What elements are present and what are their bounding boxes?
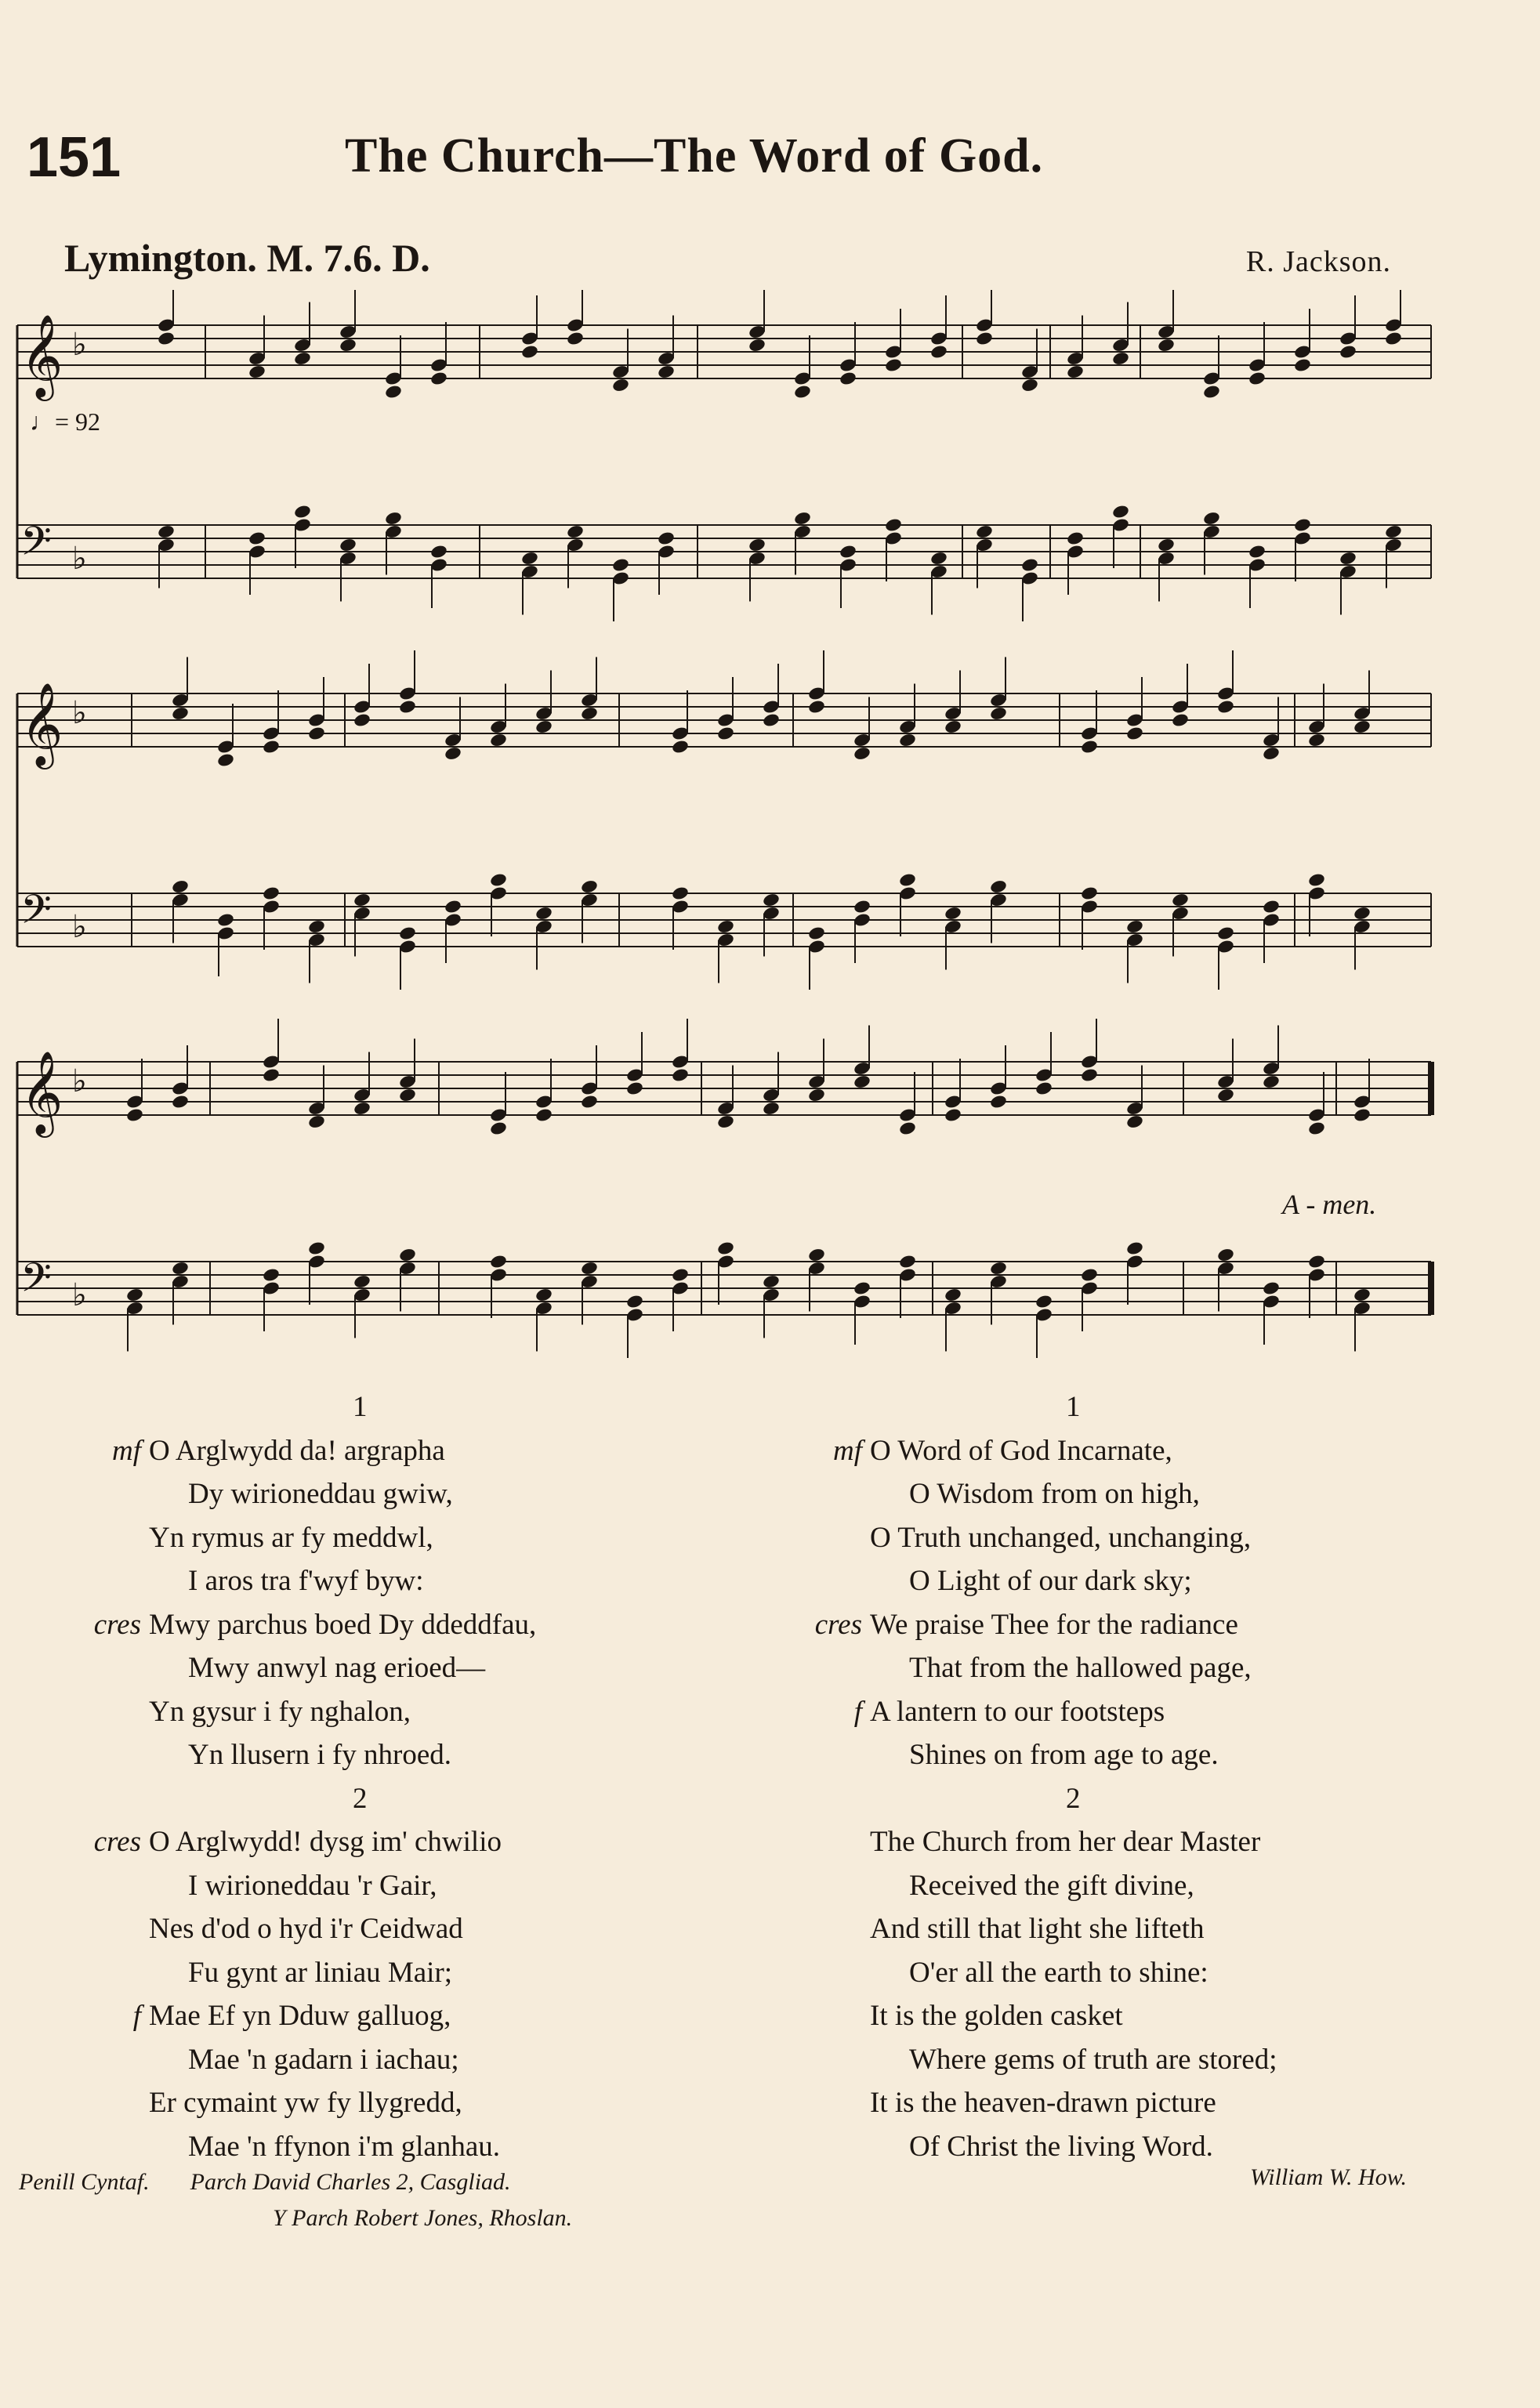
lyric-text: The Church from her dear Master xyxy=(870,1826,1261,1858)
note-head xyxy=(1080,739,1099,755)
verse-line xyxy=(16,1733,745,1777)
note-head xyxy=(1216,699,1235,715)
lyric-text: Er cymaint yw fy llygredd, xyxy=(149,2087,462,2119)
verse-number: 2 xyxy=(353,1782,368,1815)
music-score xyxy=(0,290,1540,1387)
note-head xyxy=(1216,925,1235,941)
note-head xyxy=(171,1094,190,1110)
lyric-text: A lantern to our footsteps xyxy=(870,1695,1165,1728)
dynamic-mark: cres xyxy=(814,1608,862,1641)
note-head xyxy=(898,872,917,888)
note-head xyxy=(398,925,417,941)
note-head xyxy=(671,1267,690,1283)
note-head xyxy=(793,384,812,400)
note-head xyxy=(1293,517,1312,533)
note-head xyxy=(520,551,539,567)
lyric-text: Yn llusern i fy nhroed. xyxy=(188,1739,452,1771)
note-head xyxy=(339,538,357,553)
dynamic-mark: mf xyxy=(833,1434,862,1467)
note-head xyxy=(898,1121,917,1136)
verse-line xyxy=(784,1516,1489,1560)
note-head xyxy=(1171,893,1190,908)
dynamic-mark: f xyxy=(132,2000,141,2032)
note-head xyxy=(444,746,462,762)
lyric-text: Fu gynt ar liniau Mair; xyxy=(188,1956,453,1989)
treble-clef-icon: 𝄞 xyxy=(20,1050,63,1134)
tempo-marking: ♩= 92 xyxy=(30,407,101,436)
note-head xyxy=(898,1254,917,1269)
note-head xyxy=(762,712,781,728)
verse-line xyxy=(16,2125,745,2169)
note-head xyxy=(1202,511,1221,527)
verse-line xyxy=(16,1820,745,1864)
credit-editor: Y Parch Robert Jones, Rhoslan. xyxy=(273,2205,573,2231)
note-head xyxy=(1157,538,1176,553)
note-head xyxy=(1202,384,1221,400)
lyric-text: It is the heaven-drawn picture xyxy=(870,2087,1216,2119)
lyric-text: I wirioneddau 'r Gair, xyxy=(188,1869,437,1902)
note-head xyxy=(839,544,857,559)
treble-clef-icon: 𝄞 xyxy=(20,313,63,397)
verse-line xyxy=(16,1429,745,1473)
verse-line xyxy=(784,1907,1489,1951)
amen-lyric: A - men. xyxy=(1282,1189,1377,1220)
note-head xyxy=(429,544,448,559)
note-head xyxy=(989,1261,1008,1276)
verse-line xyxy=(16,1646,745,1690)
lyric-text: O Wisdom from on high, xyxy=(909,1478,1200,1510)
note-head xyxy=(716,919,735,935)
lyric-text: O Truth unchanged, unchanging, xyxy=(870,1521,1252,1554)
bass-clef-icon: 𝄢 xyxy=(20,1254,52,1311)
note-head xyxy=(929,344,948,360)
note-head xyxy=(762,1101,781,1117)
verse-line xyxy=(784,2081,1489,2125)
flat-key-signature-icon: ♭ xyxy=(72,1277,87,1313)
note-head xyxy=(307,919,326,935)
note-head xyxy=(793,511,812,527)
note-head xyxy=(262,1067,281,1083)
lyric-text: I aros tra f'wyf byw: xyxy=(188,1565,424,1597)
note-head xyxy=(125,1287,144,1303)
note-head xyxy=(807,1088,826,1103)
treble-clef-icon: 𝄞 xyxy=(20,682,63,766)
note-head xyxy=(853,899,871,914)
note-head xyxy=(1339,344,1357,360)
note-head xyxy=(1171,712,1190,728)
note-head xyxy=(262,885,281,901)
note-head xyxy=(1066,530,1085,546)
note-head xyxy=(384,384,403,400)
note-head xyxy=(989,879,1008,895)
verse-line xyxy=(784,2125,1489,2169)
tune-name: Lymington. M. 7.6. D. xyxy=(64,236,430,280)
verse-line xyxy=(784,1646,1489,1690)
english-credit: William W. How. xyxy=(1249,2164,1407,2190)
lyric-text: Mae Ef yn Dduw galluog, xyxy=(149,2000,451,2032)
note-head xyxy=(853,1280,871,1296)
verse-line xyxy=(16,1516,745,1560)
note-head xyxy=(1384,524,1403,540)
note-head xyxy=(1020,557,1039,573)
note-head xyxy=(1157,338,1176,353)
note-head xyxy=(429,371,448,386)
note-head xyxy=(307,1240,326,1256)
verse-line xyxy=(16,1864,745,1908)
verse-line xyxy=(784,1951,1489,1995)
verse-number: 1 xyxy=(353,1391,368,1423)
note-head xyxy=(293,351,312,367)
note-head xyxy=(157,331,176,346)
note-head xyxy=(489,1254,508,1269)
note-head xyxy=(339,338,357,353)
note-head xyxy=(157,524,176,540)
note-head xyxy=(580,879,599,895)
note-head xyxy=(1339,551,1357,567)
verse-line xyxy=(784,1690,1489,1734)
note-head xyxy=(1307,1254,1326,1269)
note-head xyxy=(1111,504,1130,520)
lyric-text: Received the gift divine, xyxy=(909,1869,1194,1902)
note-head xyxy=(248,530,266,546)
lyric-text: O Arglwydd! dysg im' chwilio xyxy=(149,1826,502,1858)
verse-line xyxy=(16,1472,745,1516)
verse-line xyxy=(16,1907,745,1951)
note-head xyxy=(1125,1240,1144,1256)
dynamic-mark: mf xyxy=(112,1434,141,1467)
note-head xyxy=(248,364,266,380)
note-head xyxy=(944,719,962,735)
note-head xyxy=(671,1067,690,1083)
note-head xyxy=(716,1240,735,1256)
note-head xyxy=(125,1107,144,1123)
note-head xyxy=(1125,726,1144,741)
note-head xyxy=(566,524,585,540)
note-head xyxy=(1353,1107,1372,1123)
note-head xyxy=(625,1081,644,1096)
hymn-title: The Church—The Word of God. xyxy=(345,129,1044,183)
note-head xyxy=(1293,357,1312,373)
flat-key-signature-icon: ♭ xyxy=(72,909,87,945)
english-verses xyxy=(784,1385,1489,2168)
note-head xyxy=(1216,1247,1235,1263)
note-head xyxy=(716,726,735,741)
lyric-text: Yn rymus ar fy meddwl, xyxy=(149,1521,433,1554)
verse-number: 2 xyxy=(1066,1782,1081,1815)
note-head xyxy=(1080,1067,1099,1083)
note-head xyxy=(1262,1074,1281,1090)
note-head xyxy=(716,1114,735,1130)
note-head xyxy=(1035,1294,1053,1309)
note-head xyxy=(1066,364,1085,380)
note-head xyxy=(1125,1114,1144,1130)
composer: R. Jackson. xyxy=(1245,245,1391,278)
note-head xyxy=(671,739,690,755)
flat-key-signature-icon: ♭ xyxy=(72,327,87,363)
verse-number: 1 xyxy=(1066,1391,1081,1423)
note-head xyxy=(929,551,948,567)
dynamic-mark: f xyxy=(853,1695,862,1728)
note-head xyxy=(293,504,312,520)
credit-source: Penill Cyntaf. xyxy=(19,2169,150,2195)
verse-line xyxy=(784,1733,1489,1777)
lyric-text: Where gems of truth are stored; xyxy=(909,2043,1277,2076)
note-head xyxy=(1080,1267,1099,1283)
note-head xyxy=(580,1094,599,1110)
verse-line xyxy=(784,1472,1489,1516)
note-head xyxy=(580,1261,599,1276)
note-head xyxy=(748,538,766,553)
note-head xyxy=(611,557,630,573)
note-head xyxy=(489,733,508,748)
note-head xyxy=(1262,1280,1281,1296)
note-head xyxy=(989,706,1008,722)
note-head xyxy=(611,378,630,393)
lyric-text: Dy wirioneddau gwiw, xyxy=(188,1478,453,1510)
welsh-verses xyxy=(16,1385,745,2168)
lyric-text: Mwy parchus boed Dy ddeddfau, xyxy=(149,1608,537,1641)
verse-line xyxy=(784,1820,1489,1864)
note-head xyxy=(1216,1088,1235,1103)
note-head xyxy=(1307,1121,1326,1136)
verse-line xyxy=(784,1603,1489,1647)
bass-clef-icon: 𝄢 xyxy=(20,517,52,574)
note-head xyxy=(398,1247,417,1263)
verse-line xyxy=(16,2038,745,2082)
note-head xyxy=(1111,351,1130,367)
dynamic-mark: cres xyxy=(93,1608,141,1641)
note-head xyxy=(534,1287,553,1303)
note-head xyxy=(989,1094,1008,1110)
note-head xyxy=(171,706,190,722)
note-head xyxy=(1307,872,1326,888)
verse-line xyxy=(784,1994,1489,2038)
note-head xyxy=(762,893,781,908)
note-head xyxy=(1035,1081,1053,1096)
note-head xyxy=(839,371,857,386)
note-head xyxy=(1353,1287,1372,1303)
lyric-text: We praise Thee for the radiance xyxy=(870,1608,1238,1641)
lyric-text: O Arglwydd da! argrapha xyxy=(149,1434,445,1467)
lyric-text: O Word of God Incarnate, xyxy=(870,1434,1172,1467)
lyric-text: Mae 'n gadarn i iachau; xyxy=(188,2043,459,2076)
note-head xyxy=(975,331,994,346)
note-head xyxy=(762,1274,781,1290)
note-head xyxy=(748,338,766,353)
verse-line xyxy=(16,2081,745,2125)
flat-key-signature-icon: ♭ xyxy=(72,541,87,577)
note-head xyxy=(171,879,190,895)
verse-line xyxy=(784,2038,1489,2082)
note-head xyxy=(853,746,871,762)
note-head xyxy=(1353,906,1372,922)
note-head xyxy=(807,699,826,715)
note-head xyxy=(171,1261,190,1276)
note-head xyxy=(353,893,371,908)
note-head xyxy=(1384,331,1403,346)
note-head xyxy=(398,1088,417,1103)
note-head xyxy=(884,517,903,533)
note-head xyxy=(853,1074,871,1090)
note-head xyxy=(353,1101,371,1117)
note-head xyxy=(884,357,903,373)
note-head xyxy=(444,899,462,914)
note-head xyxy=(534,719,553,735)
note-head xyxy=(1262,899,1281,914)
note-head xyxy=(307,1114,326,1130)
note-head xyxy=(489,872,508,888)
lyric-text: Of Christ the living Word. xyxy=(909,2130,1213,2163)
note-head xyxy=(1262,746,1281,762)
note-head xyxy=(657,530,676,546)
note-head xyxy=(944,1107,962,1123)
verse-line xyxy=(16,1559,745,1603)
note-head xyxy=(625,1294,644,1309)
note-head xyxy=(657,364,676,380)
note-head xyxy=(1307,733,1326,748)
note-head xyxy=(398,699,417,715)
note-head xyxy=(353,1274,371,1290)
verse-line xyxy=(784,1559,1489,1603)
note-head xyxy=(216,912,235,928)
note-head xyxy=(1020,378,1039,393)
note-head xyxy=(262,739,281,755)
verse-line xyxy=(16,1690,745,1734)
welsh-credits xyxy=(19,2164,572,2236)
note-head xyxy=(520,344,539,360)
note-head xyxy=(1248,544,1266,559)
verse-line xyxy=(16,1603,745,1647)
lyric-text: That from the hallowed page, xyxy=(909,1652,1252,1684)
note-head xyxy=(489,1121,508,1136)
note-head xyxy=(566,331,585,346)
note-head xyxy=(1125,919,1144,935)
note-head xyxy=(384,511,403,527)
note-head xyxy=(1080,885,1099,901)
flat-key-signature-icon: ♭ xyxy=(72,1063,87,1099)
lyric-text: O Light of our dark sky; xyxy=(909,1565,1192,1597)
lyric-text: Nes d'od o hyd i'r Ceidwad xyxy=(149,1913,463,1945)
note-head xyxy=(807,925,826,941)
credit-author: Parch David Charles 2, Casgliad. xyxy=(190,2169,511,2195)
note-head xyxy=(353,712,371,728)
note-head xyxy=(216,752,235,768)
note-head xyxy=(307,726,326,741)
lyric-text: O'er all the earth to shine: xyxy=(909,1956,1208,1989)
lyric-text: And still that light she lifteth xyxy=(870,1913,1205,1945)
note-head xyxy=(944,1287,962,1303)
hymn-number: 151 xyxy=(27,126,121,189)
lyric-text: It is the golden casket xyxy=(870,2000,1123,2032)
note-head xyxy=(898,733,917,748)
dynamic-mark: cres xyxy=(93,1826,141,1858)
lyric-text: Mwy anwyl nag erioed— xyxy=(188,1652,486,1684)
note-head xyxy=(1353,719,1372,735)
note-head xyxy=(534,906,553,922)
note-head xyxy=(975,524,994,540)
lyric-text: Mae 'n ffynon i'm glanhau. xyxy=(188,2130,500,2163)
note-head xyxy=(671,885,690,901)
verse-line xyxy=(784,1864,1489,1908)
bass-clef-icon: 𝄢 xyxy=(20,885,52,943)
flat-key-signature-icon: ♭ xyxy=(72,695,87,731)
note-head xyxy=(534,1107,553,1123)
verse-line xyxy=(16,1951,745,1995)
note-head xyxy=(262,1267,281,1283)
note-head xyxy=(807,1247,826,1263)
lyric-text: Shines on from age to age. xyxy=(909,1739,1219,1771)
note-head xyxy=(944,906,962,922)
verse-line xyxy=(16,1994,745,2038)
lyric-text: Yn gysur i fy nghalon, xyxy=(149,1695,411,1728)
note-head xyxy=(1248,371,1266,386)
note-head xyxy=(580,706,599,722)
verse-line xyxy=(784,1429,1489,1473)
